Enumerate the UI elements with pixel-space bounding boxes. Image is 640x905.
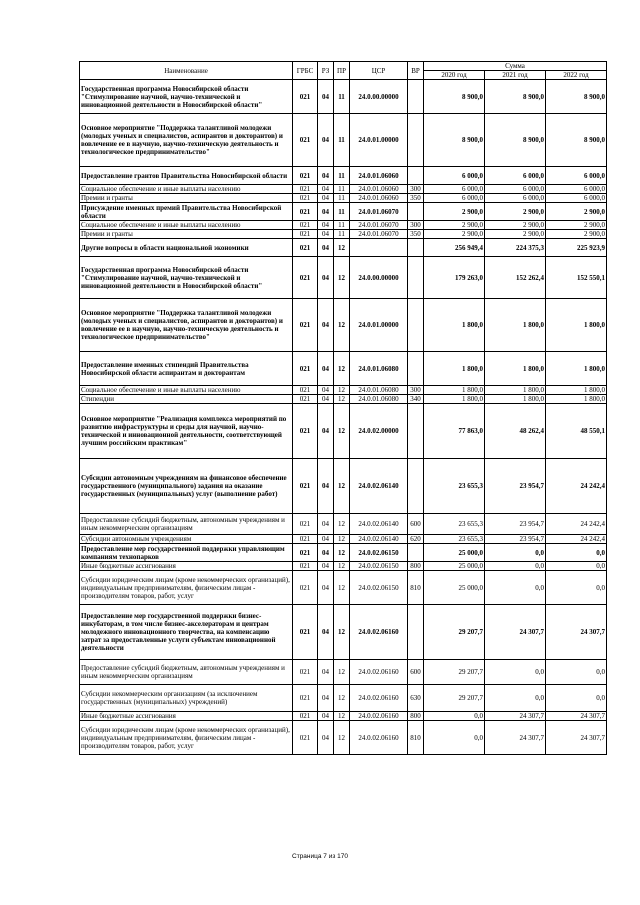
row-rz: 04 bbox=[318, 712, 334, 721]
row-vr bbox=[408, 167, 424, 185]
row-grbs: 021 bbox=[293, 194, 318, 203]
row-amount-2020: 179 263,0 bbox=[424, 257, 485, 299]
table-row bbox=[80, 194, 607, 203]
row-name: Присуждение именных премий Правительства Новосибирской области bbox=[80, 203, 293, 221]
row-amount-2021: 6 000,0 bbox=[485, 194, 546, 203]
row-amount-2022: 0,0 bbox=[546, 660, 607, 685]
row-name: Социальное обеспечение и иные выплаты населению bbox=[80, 221, 293, 230]
row-grbs: 021 bbox=[293, 257, 318, 299]
row-grbs: 021 bbox=[293, 514, 318, 535]
row-vr bbox=[408, 80, 424, 114]
row-vr bbox=[408, 404, 424, 459]
header-pr: ПР bbox=[334, 62, 350, 80]
row-amount-2021: 224 375,3 bbox=[485, 239, 546, 257]
row-csr: 24.0.00.00000 bbox=[350, 80, 408, 114]
row-vr bbox=[408, 544, 424, 562]
row-amount-2022: 6 000,0 bbox=[546, 185, 607, 194]
row-amount-2022: 2 900,0 bbox=[546, 230, 607, 239]
row-rz: 04 bbox=[318, 203, 334, 221]
row-csr: 24.0.01.06070 bbox=[350, 221, 408, 230]
row-amount-2021: 6 000,0 bbox=[485, 185, 546, 194]
row-pr: 11 bbox=[334, 194, 350, 203]
row-name: Предоставление мер государственной поддержки управляющим компаниям технопарков bbox=[80, 544, 293, 562]
row-amount-2021: 23 954,7 bbox=[485, 459, 546, 514]
row-amount-2021: 1 800,0 bbox=[485, 386, 546, 395]
table-row bbox=[80, 535, 607, 544]
row-grbs: 021 bbox=[293, 80, 318, 114]
row-amount-2021: 23 954,7 bbox=[485, 514, 546, 535]
row-grbs: 021 bbox=[293, 605, 318, 660]
header-vr: ВР bbox=[408, 62, 424, 80]
header-year-2020: 2020 год bbox=[424, 71, 485, 80]
table-row bbox=[80, 459, 607, 514]
row-rz: 04 bbox=[318, 605, 334, 660]
row-rz: 04 bbox=[318, 114, 334, 167]
row-amount-2022: 24 242,4 bbox=[546, 535, 607, 544]
row-vr: 810 bbox=[408, 721, 424, 755]
row-grbs: 021 bbox=[293, 239, 318, 257]
row-vr bbox=[408, 352, 424, 386]
row-grbs: 021 bbox=[293, 404, 318, 459]
table-row bbox=[80, 685, 607, 712]
row-grbs: 021 bbox=[293, 352, 318, 386]
row-grbs: 021 bbox=[293, 185, 318, 194]
page-footer: Страница 7 из 170 bbox=[292, 853, 348, 860]
row-amount-2022: 0,0 bbox=[546, 685, 607, 712]
table-row bbox=[80, 712, 607, 721]
row-rz: 04 bbox=[318, 221, 334, 230]
row-amount-2020: 1 800,0 bbox=[424, 395, 485, 404]
row-amount-2021: 2 900,0 bbox=[485, 203, 546, 221]
row-amount-2020: 25 000,0 bbox=[424, 544, 485, 562]
row-csr: 24.0.01.06080 bbox=[350, 352, 408, 386]
row-rz: 04 bbox=[318, 544, 334, 562]
row-amount-2021: 8 900,0 bbox=[485, 114, 546, 167]
row-amount-2022: 24 307,7 bbox=[546, 721, 607, 755]
row-name: Премии и гранты bbox=[80, 230, 293, 239]
row-amount-2021: 24 307,7 bbox=[485, 721, 546, 755]
row-csr: 24.0.01.06060 bbox=[350, 185, 408, 194]
row-csr: 24.0.02.06160 bbox=[350, 660, 408, 685]
row-name: Предоставление субсидий бюджетным, автономным учреждениям и иным некоммерческим организациям bbox=[80, 660, 293, 685]
row-pr: 12 bbox=[334, 685, 350, 712]
row-pr: 12 bbox=[334, 514, 350, 535]
row-csr: 24.0.02.06150 bbox=[350, 544, 408, 562]
row-name: Субсидии юридическим лицам (кроме некоммерческих организаций), индивидуальным предпринимателям, физическим лицам - производителям товаров, работ, услуг bbox=[80, 721, 293, 755]
row-rz: 04 bbox=[318, 257, 334, 299]
row-grbs: 021 bbox=[293, 660, 318, 685]
row-grbs: 021 bbox=[293, 203, 318, 221]
row-vr: 620 bbox=[408, 535, 424, 544]
row-pr: 11 bbox=[334, 203, 350, 221]
row-csr: 24.0.02.06160 bbox=[350, 605, 408, 660]
row-rz: 04 bbox=[318, 660, 334, 685]
row-amount-2021: 23 954,7 bbox=[485, 535, 546, 544]
table-row bbox=[80, 230, 607, 239]
row-amount-2020: 8 900,0 bbox=[424, 114, 485, 167]
row-vr bbox=[408, 239, 424, 257]
row-grbs: 021 bbox=[293, 459, 318, 514]
row-pr: 12 bbox=[334, 239, 350, 257]
row-grbs: 021 bbox=[293, 386, 318, 395]
row-amount-2022: 8 900,0 bbox=[546, 80, 607, 114]
row-csr: 24.0.02.06140 bbox=[350, 535, 408, 544]
row-amount-2020: 29 207,7 bbox=[424, 605, 485, 660]
budget-table bbox=[79, 61, 607, 755]
row-pr: 12 bbox=[334, 571, 350, 605]
row-pr: 11 bbox=[334, 221, 350, 230]
row-csr: 24.0.02.06160 bbox=[350, 721, 408, 755]
row-grbs: 021 bbox=[293, 221, 318, 230]
row-rz: 04 bbox=[318, 80, 334, 114]
row-rz: 04 bbox=[318, 685, 334, 712]
row-csr: 24.0.01.06080 bbox=[350, 386, 408, 395]
table-row bbox=[80, 386, 607, 395]
row-vr: 300 bbox=[408, 185, 424, 194]
table-row bbox=[80, 571, 607, 605]
header-year-2022: 2022 год bbox=[546, 71, 607, 80]
row-amount-2020: 6 000,0 bbox=[424, 167, 485, 185]
row-name: Государственная программа Новосибирской области "Стимулирование научной, научно-технической и инновационной деятельности в Новосибирской области" bbox=[80, 80, 293, 114]
table-row bbox=[80, 404, 607, 459]
row-amount-2020: 0,0 bbox=[424, 712, 485, 721]
row-amount-2020: 77 863,0 bbox=[424, 404, 485, 459]
row-name: Предоставление именных стипендий Правительства Новосибирской области аспирантам и докторантам bbox=[80, 352, 293, 386]
row-vr bbox=[408, 114, 424, 167]
row-amount-2020: 256 949,4 bbox=[424, 239, 485, 257]
row-amount-2020: 1 800,0 bbox=[424, 352, 485, 386]
row-amount-2020: 1 800,0 bbox=[424, 299, 485, 352]
row-amount-2020: 25 000,0 bbox=[424, 571, 485, 605]
row-amount-2022: 1 800,0 bbox=[546, 352, 607, 386]
row-pr: 12 bbox=[334, 299, 350, 352]
row-grbs: 021 bbox=[293, 721, 318, 755]
row-rz: 04 bbox=[318, 514, 334, 535]
row-csr: 24.0.02.06150 bbox=[350, 562, 408, 571]
row-pr: 12 bbox=[334, 721, 350, 755]
row-pr: 12 bbox=[334, 544, 350, 562]
row-amount-2021: 2 900,0 bbox=[485, 230, 546, 239]
row-amount-2020: 23 655,3 bbox=[424, 514, 485, 535]
row-amount-2021: 24 307,7 bbox=[485, 605, 546, 660]
table-row bbox=[80, 239, 607, 257]
row-name: Государственная программа Новосибирской области "Стимулирование научной, научно-технической и инновационной деятельности в Новосибирской области" bbox=[80, 257, 293, 299]
row-grbs: 021 bbox=[293, 230, 318, 239]
row-amount-2022: 152 550,1 bbox=[546, 257, 607, 299]
row-amount-2022: 24 242,4 bbox=[546, 459, 607, 514]
table-row bbox=[80, 203, 607, 221]
row-pr: 12 bbox=[334, 660, 350, 685]
row-rz: 04 bbox=[318, 395, 334, 404]
row-csr: 24.0.02.06160 bbox=[350, 685, 408, 712]
row-amount-2022: 0,0 bbox=[546, 562, 607, 571]
row-amount-2020: 8 900,0 bbox=[424, 80, 485, 114]
header-sum: Сумма bbox=[424, 62, 607, 71]
row-name: Основное мероприятие "Поддержка талантливой молодежи (молодых ученых и специалистов, аспирантов и докторантов) и вовлечение ее в научную, научно-техническую деятельность и технологическое предпринимательство" bbox=[80, 114, 293, 167]
row-amount-2021: 0,0 bbox=[485, 660, 546, 685]
row-pr: 12 bbox=[334, 404, 350, 459]
table-row bbox=[80, 299, 607, 352]
row-amount-2020: 2 900,0 bbox=[424, 203, 485, 221]
row-pr: 12 bbox=[334, 605, 350, 660]
row-amount-2021: 8 900,0 bbox=[485, 80, 546, 114]
row-csr: 24.0.01.06080 bbox=[350, 395, 408, 404]
row-pr: 11 bbox=[334, 114, 350, 167]
row-name: Предоставление мер государственной поддержки бизнес-инкубаторам, в том числе бизнес-акселераторам и центрам молодежного инновационного творчества, на компенсацию затрат за предоставленные услуги субъектам инновационной деятельности bbox=[80, 605, 293, 660]
row-amount-2022: 24 242,4 bbox=[546, 514, 607, 535]
row-csr: 24.0.02.06140 bbox=[350, 459, 408, 514]
row-amount-2020: 25 000,0 bbox=[424, 562, 485, 571]
row-rz: 04 bbox=[318, 535, 334, 544]
row-amount-2022: 0,0 bbox=[546, 571, 607, 605]
row-amount-2021: 6 000,0 bbox=[485, 167, 546, 185]
table-row bbox=[80, 114, 607, 167]
row-pr: 12 bbox=[334, 257, 350, 299]
row-csr: 24.0.02.00000 bbox=[350, 404, 408, 459]
row-amount-2020: 23 655,3 bbox=[424, 459, 485, 514]
table-row bbox=[80, 185, 607, 194]
row-amount-2021: 0,0 bbox=[485, 571, 546, 605]
row-amount-2020: 0,0 bbox=[424, 721, 485, 755]
row-grbs: 021 bbox=[293, 535, 318, 544]
row-amount-2021: 1 800,0 bbox=[485, 395, 546, 404]
row-vr bbox=[408, 605, 424, 660]
row-amount-2022: 1 800,0 bbox=[546, 299, 607, 352]
table-row bbox=[80, 721, 607, 755]
row-name: Социальное обеспечение и иные выплаты населению bbox=[80, 386, 293, 395]
row-rz: 04 bbox=[318, 239, 334, 257]
table-row bbox=[80, 352, 607, 386]
row-csr: 24.0.02.06160 bbox=[350, 712, 408, 721]
row-grbs: 021 bbox=[293, 299, 318, 352]
row-name: Субсидии автономным учреждениям на финансовое обеспечение государственного (муниципального) задания на оказание государственных (муниципальных) услуг (выполнение работ) bbox=[80, 459, 293, 514]
row-vr: 340 bbox=[408, 395, 424, 404]
row-amount-2021: 152 262,4 bbox=[485, 257, 546, 299]
table-row bbox=[80, 80, 607, 114]
row-pr: 12 bbox=[334, 535, 350, 544]
row-rz: 04 bbox=[318, 194, 334, 203]
row-name: Иные бюджетные ассигнования bbox=[80, 712, 293, 721]
row-grbs: 021 bbox=[293, 114, 318, 167]
row-vr bbox=[408, 257, 424, 299]
row-vr: 810 bbox=[408, 571, 424, 605]
row-rz: 04 bbox=[318, 185, 334, 194]
row-amount-2022: 1 800,0 bbox=[546, 386, 607, 395]
row-pr: 12 bbox=[334, 395, 350, 404]
header-name: Наименование bbox=[80, 62, 293, 80]
row-amount-2022: 6 000,0 bbox=[546, 194, 607, 203]
row-amount-2022: 48 550,1 bbox=[546, 404, 607, 459]
row-amount-2020: 23 655,3 bbox=[424, 535, 485, 544]
row-csr: 24.0.01.06070 bbox=[350, 203, 408, 221]
row-amount-2022: 0,0 bbox=[546, 544, 607, 562]
table-row bbox=[80, 221, 607, 230]
row-grbs: 021 bbox=[293, 685, 318, 712]
row-amount-2022: 24 307,7 bbox=[546, 712, 607, 721]
table-row bbox=[80, 562, 607, 571]
table-row bbox=[80, 395, 607, 404]
row-name: Субсидии автономным учреждениям bbox=[80, 535, 293, 544]
row-rz: 04 bbox=[318, 404, 334, 459]
row-grbs: 021 bbox=[293, 562, 318, 571]
row-name: Субсидии юридическим лицам (кроме некоммерческих организаций), индивидуальным предпринимателям, физическим лицам - производителям товаров, работ, услуг bbox=[80, 571, 293, 605]
row-amount-2022: 1 800,0 bbox=[546, 395, 607, 404]
row-pr: 12 bbox=[334, 562, 350, 571]
row-vr: 630 bbox=[408, 685, 424, 712]
row-amount-2021: 2 900,0 bbox=[485, 221, 546, 230]
row-pr: 11 bbox=[334, 230, 350, 239]
row-vr: 300 bbox=[408, 221, 424, 230]
row-rz: 04 bbox=[318, 299, 334, 352]
row-vr bbox=[408, 459, 424, 514]
row-name: Предоставление субсидий бюджетным, автономным учреждениям и иным некоммерческим организациям bbox=[80, 514, 293, 535]
row-name: Основное мероприятие "Поддержка талантливой молодежи (молодых ученых и специалистов, аспирантов и докторантов) и вовлечение ее в научную, научно-техническую деятельность и технологическое предпринимательство" bbox=[80, 299, 293, 352]
row-rz: 04 bbox=[318, 571, 334, 605]
row-name: Стипендии bbox=[80, 395, 293, 404]
row-amount-2021: 1 800,0 bbox=[485, 352, 546, 386]
row-name: Иные бюджетные ассигнования bbox=[80, 562, 293, 571]
row-amount-2020: 29 207,7 bbox=[424, 685, 485, 712]
row-name: Другие вопросы в области национальной экономики bbox=[80, 239, 293, 257]
header-csr: ЦСР bbox=[350, 62, 408, 80]
row-vr: 600 bbox=[408, 514, 424, 535]
row-rz: 04 bbox=[318, 352, 334, 386]
row-amount-2020: 29 207,7 bbox=[424, 660, 485, 685]
row-grbs: 021 bbox=[293, 571, 318, 605]
row-grbs: 021 bbox=[293, 395, 318, 404]
row-amount-2020: 2 900,0 bbox=[424, 221, 485, 230]
row-amount-2020: 6 000,0 bbox=[424, 185, 485, 194]
row-name: Премии и гранты bbox=[80, 194, 293, 203]
row-amount-2022: 24 307,7 bbox=[546, 605, 607, 660]
row-rz: 04 bbox=[318, 386, 334, 395]
row-amount-2021: 48 262,4 bbox=[485, 404, 546, 459]
row-grbs: 021 bbox=[293, 544, 318, 562]
row-name: Основное мероприятие "Реализация комплекса мероприятий по развитию инфраструктуры и среды для научной, научно-технической и инновационной деятельности, соответствующей лучшим российским практикам" bbox=[80, 404, 293, 459]
table-row bbox=[80, 660, 607, 685]
row-vr bbox=[408, 203, 424, 221]
row-rz: 04 bbox=[318, 721, 334, 755]
row-amount-2022: 2 900,0 bbox=[546, 203, 607, 221]
row-csr: 24.0.01.06060 bbox=[350, 194, 408, 203]
row-amount-2021: 0,0 bbox=[485, 544, 546, 562]
row-grbs: 021 bbox=[293, 712, 318, 721]
row-rz: 04 bbox=[318, 230, 334, 239]
row-pr: 12 bbox=[334, 352, 350, 386]
row-amount-2021: 0,0 bbox=[485, 685, 546, 712]
row-amount-2022: 2 900,0 bbox=[546, 221, 607, 230]
table-row bbox=[80, 514, 607, 535]
row-amount-2020: 6 000,0 bbox=[424, 194, 485, 203]
row-pr: 12 bbox=[334, 459, 350, 514]
row-csr: 24.0.01.06070 bbox=[350, 230, 408, 239]
row-grbs: 021 bbox=[293, 167, 318, 185]
row-vr: 800 bbox=[408, 712, 424, 721]
row-csr: 24.0.01.00000 bbox=[350, 114, 408, 167]
table-body bbox=[80, 80, 607, 755]
row-amount-2021: 1 800,0 bbox=[485, 299, 546, 352]
row-pr: 11 bbox=[334, 167, 350, 185]
row-name: Предоставление грантов Правительства Новосибирской области bbox=[80, 167, 293, 185]
row-rz: 04 bbox=[318, 167, 334, 185]
row-amount-2022: 6 000,0 bbox=[546, 167, 607, 185]
table-row bbox=[80, 544, 607, 562]
row-vr bbox=[408, 299, 424, 352]
row-pr: 12 bbox=[334, 386, 350, 395]
row-rz: 04 bbox=[318, 459, 334, 514]
row-pr: 11 bbox=[334, 80, 350, 114]
row-amount-2021: 0,0 bbox=[485, 562, 546, 571]
row-csr: 24.0.02.06140 bbox=[350, 514, 408, 535]
row-pr: 12 bbox=[334, 712, 350, 721]
table-row bbox=[80, 257, 607, 299]
table-row bbox=[80, 605, 607, 660]
table-row bbox=[80, 167, 607, 185]
row-name: Социальное обеспечение и иные выплаты населению bbox=[80, 185, 293, 194]
row-csr: 24.0.01.06060 bbox=[350, 167, 408, 185]
row-amount-2022: 225 923,9 bbox=[546, 239, 607, 257]
row-amount-2020: 2 900,0 bbox=[424, 230, 485, 239]
row-name: Субсидии некоммерческим организациям (за исключением государственных (муниципальных) учреждений) bbox=[80, 685, 293, 712]
row-vr: 350 bbox=[408, 194, 424, 203]
header-year-2021: 2021 год bbox=[485, 71, 546, 80]
row-csr: 24.0.01.00000 bbox=[350, 299, 408, 352]
row-vr: 600 bbox=[408, 660, 424, 685]
row-pr: 11 bbox=[334, 185, 350, 194]
header-rz: РЗ bbox=[318, 62, 334, 80]
row-csr: 24.0.00.00000 bbox=[350, 257, 408, 299]
row-vr: 800 bbox=[408, 562, 424, 571]
header-grbs: ГРБС bbox=[293, 62, 318, 80]
row-amount-2022: 8 900,0 bbox=[546, 114, 607, 167]
row-csr bbox=[350, 239, 408, 257]
row-amount-2020: 1 800,0 bbox=[424, 386, 485, 395]
row-vr: 350 bbox=[408, 230, 424, 239]
row-csr: 24.0.02.06150 bbox=[350, 571, 408, 605]
row-vr: 300 bbox=[408, 386, 424, 395]
row-amount-2021: 24 307,7 bbox=[485, 712, 546, 721]
row-rz: 04 bbox=[318, 562, 334, 571]
